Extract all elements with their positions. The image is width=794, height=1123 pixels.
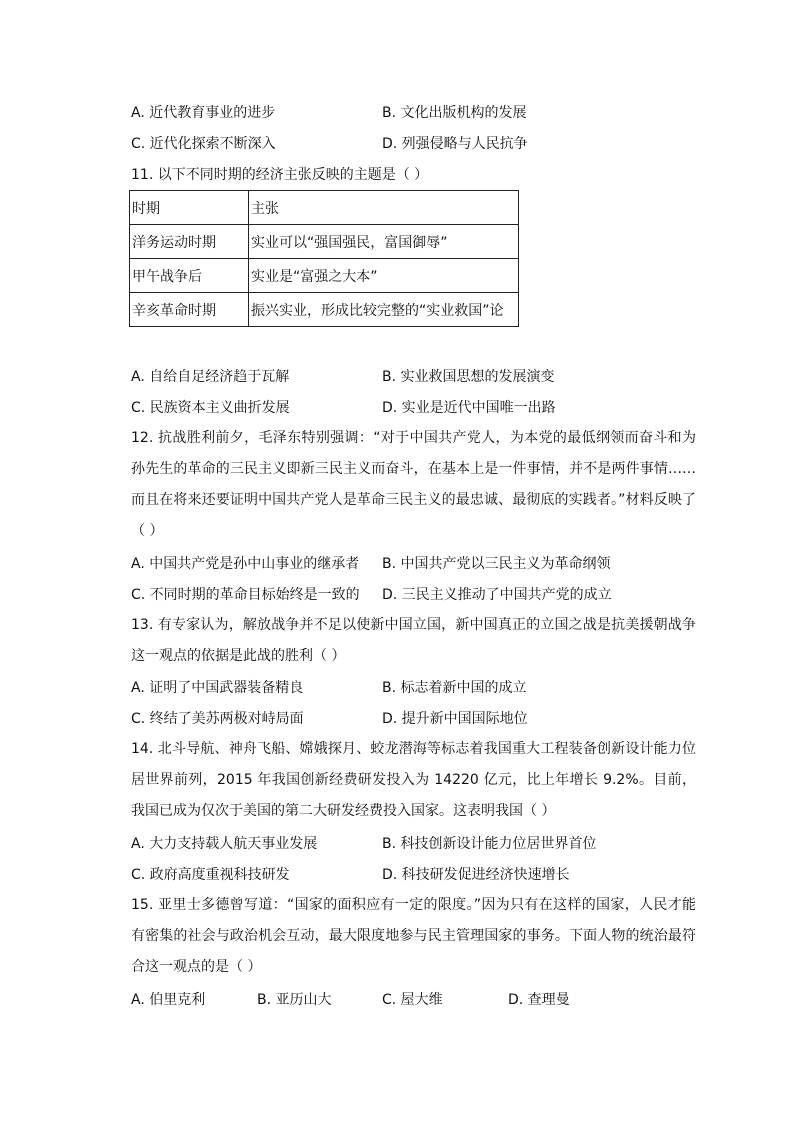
- q13-option-a: A. 证明了中国武器装备精良: [131, 680, 304, 696]
- q14-option-a: A. 大力支持载人航天事业发展: [131, 836, 318, 852]
- q10-option-b: B. 文化出版机构的发展: [382, 105, 527, 121]
- q14-option-b: B. 科技创新设计能力位居世界首位: [382, 836, 597, 852]
- q14-stem: 14. 北斗导航、神舟飞船、嫦娥探月、蛟龙潜海等标志着我国重大工程装备创新设计能力位居世界前列，2015 年我国创新经费研发投入为 14220 亿元，比上年增长 9.2%。目前，我国已成为仅次于美国的第二大研发经费投入国家。这表明我国（ ）: [131, 741, 696, 819]
- table-row: [130, 293, 519, 327]
- q13-stem: 13. 有专家认为，解放战争并不足以使新中国立国，新中国真正的立国之战是抗美援朝战争这一观点的依据是此战的胜利（ ）: [131, 617, 696, 664]
- q12-option-d: D. 三民主义推动了中国共产党的成立: [382, 587, 612, 603]
- table-cell-period: 洋务运动时期: [130, 225, 249, 259]
- q10-option-d: D. 列强侵略与人民抗争: [382, 136, 528, 152]
- table-row: [130, 259, 519, 293]
- q15-option-a: A. 伯里克利: [131, 992, 206, 1008]
- table-header-proposal: 主张: [249, 191, 519, 225]
- q10-option-a: A. 近代教育事业的进步: [131, 105, 276, 121]
- q15-option-c: C. 屋大维: [382, 992, 443, 1008]
- q12-option-a: A. 中国共产党是孙中山事业的继承者: [131, 556, 360, 572]
- table-header-period: 时期: [130, 191, 249, 225]
- q12-stem: 12. 抗战胜利前夕，毛泽东特别强调：“对于中国共产党人，为本党的最低纲领而奋斗和为孙先生的革命的三民主义即新三民主义而奋斗，在基本上是一件事情，并不是两件事情……而且在将来还要证明中国共产党人是革命三民主义的最忠诚、最彻底的实践者。”材料反映了（ ）: [131, 430, 696, 539]
- q13-option-b: B. 标志着新中国的成立: [382, 680, 527, 696]
- q11-stem: 11. 以下不同时期的经济主张反映的主题是（ ）: [131, 167, 429, 183]
- table-cell-proposal: 振兴实业，形成比较完整的“实业救国”论: [249, 293, 519, 327]
- q13-option-d: D. 提升新中国国际地位: [382, 711, 528, 727]
- table-cell-proposal: 实业可以“强国强民，富国御辱”: [249, 225, 519, 259]
- q10-option-c: C. 近代化探索不断深入: [131, 136, 276, 152]
- table-cell-period: 辛亥革命时期: [130, 293, 249, 327]
- q11-table: [129, 190, 519, 327]
- q14-option-d: D. 科技研发促进经济快速增长: [382, 867, 570, 883]
- q11-option-b: B. 实业救国思想的发展演变: [382, 369, 555, 385]
- table-row: [130, 225, 519, 259]
- table-cell-proposal: 实业是“富强之大本”: [249, 259, 519, 293]
- q15-option-d: D. 查理曼: [508, 992, 570, 1008]
- q11-option-d: D. 实业是近代中国唯一出路: [382, 400, 556, 416]
- table-header-row: [130, 191, 519, 225]
- q13-option-c: C. 终结了美苏两极对峙局面: [131, 711, 304, 727]
- q15-option-b: B. 亚历山大: [257, 992, 332, 1008]
- q15-stem: 15. 亚里士多德曾写道：“国家的面积应有一定的限度。”因为只有在这样的国家，人民才能有密集的社会与政治机会互动，最大限度地参与民主管理国家的事务。下面人物的统治最符合这一观点的是（ ）: [131, 897, 696, 975]
- q11-option-c: C. 民族资本主义曲折发展: [131, 400, 290, 416]
- q12-option-b: B. 中国共产党以三民主义为革命纲领: [382, 556, 611, 572]
- q12-option-c: C. 不同时期的革命目标始终是一致的: [131, 587, 360, 603]
- q11-option-a: A. 自给自足经济趋于瓦解: [131, 369, 290, 385]
- table-cell-period: 甲午战争后: [130, 259, 249, 293]
- q14-option-c: C. 政府高度重视科技研发: [131, 867, 290, 883]
